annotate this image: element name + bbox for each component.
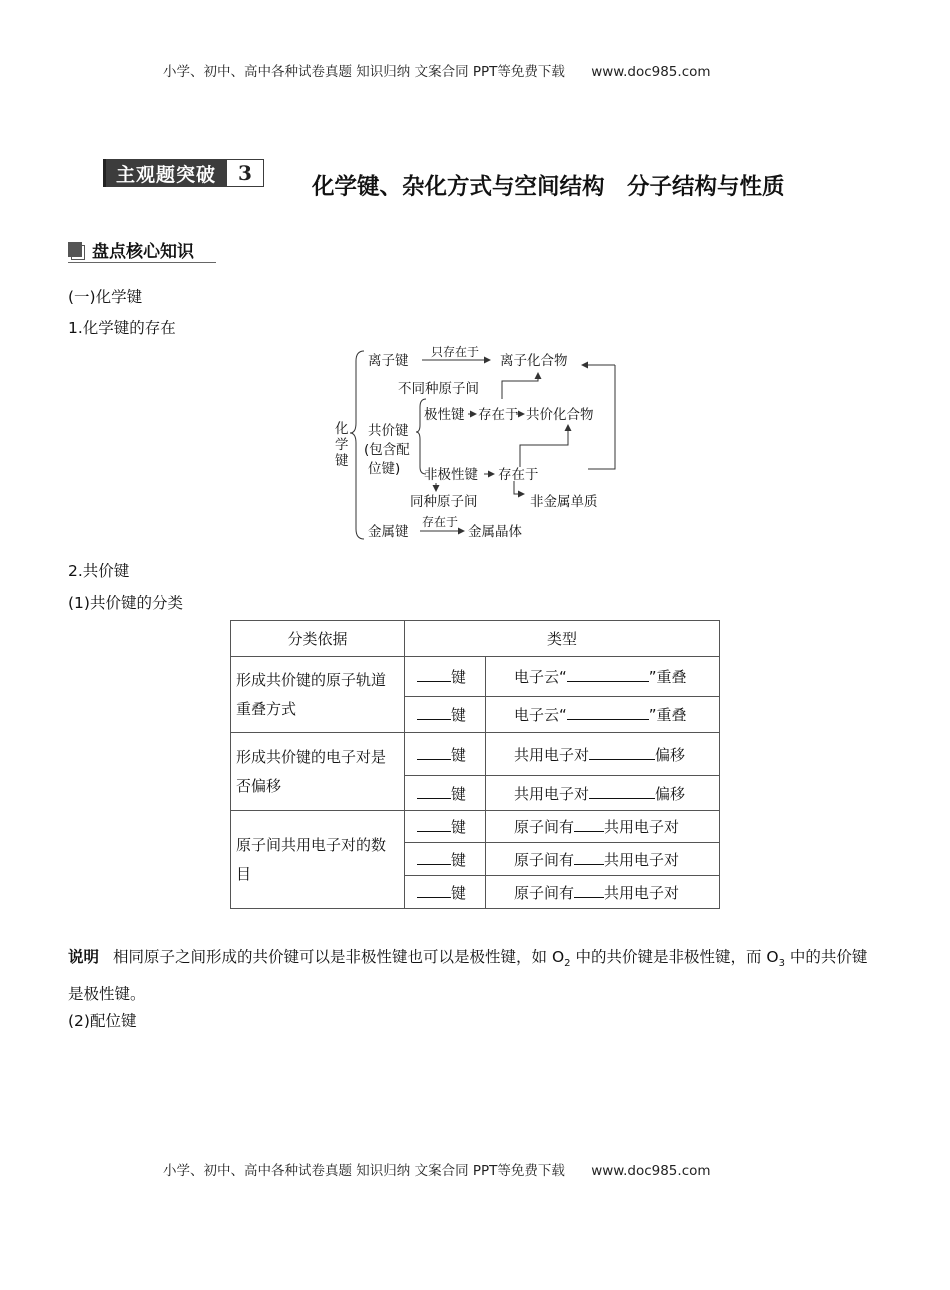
only-exists-in-label: 只存在于 [431, 345, 480, 359]
basis-pair-count: 原子间共用电子对的数目 [231, 811, 405, 909]
bond-existence-diagram [330, 343, 630, 543]
table-header-type: 类型 [405, 621, 720, 657]
bond-blank: 键 [405, 876, 486, 909]
metal-crystal-label: 金属晶体 [468, 524, 522, 540]
fill-blank [417, 784, 451, 799]
ionic-compound-label: 离子化合物 [500, 353, 568, 369]
fill-blank [574, 883, 604, 898]
topic-badge [103, 159, 283, 187]
root-char-3: 键 [335, 453, 349, 469]
ionic-bond-label: 离子键 [368, 353, 409, 369]
fill-blank [417, 883, 451, 898]
basis-shift: 形成共价键的电子对是否偏移 [231, 733, 405, 811]
diff-atoms-label: 不同种原子间 [398, 381, 479, 397]
exists-in-3-label: 存在于 [422, 515, 459, 529]
covalent-label-1: 共价键 [368, 423, 409, 439]
covalent-label-2: (包含配 [364, 442, 410, 458]
root-char-1: 化 [335, 421, 349, 437]
root-char-2: 学 [335, 437, 349, 453]
explanation-note: 说明 相同原子之间形成的共价键可以是非极性键也可以是极性键，如 $O_2$ 中的共价键是非极性键，而 $O_3$ 中的共价键是极性键。 [68, 948, 868, 1004]
fill-blank [574, 817, 604, 832]
page-title: 化学键、杂化方式与空间结构 分子结构与性质 [312, 174, 785, 200]
arrow-diff-atoms [502, 373, 538, 399]
bond-blank: 键 [405, 843, 486, 876]
covalent-classification-table [230, 620, 720, 909]
main-brace [350, 351, 364, 539]
page-header [163, 60, 711, 80]
exists-in-1-label: 存在于 [478, 407, 519, 423]
table-cell: 原子间有 共用电子对 [486, 876, 720, 909]
fill-blank [417, 705, 451, 720]
page-footer [163, 1159, 711, 1179]
bond-blank: 键 [405, 733, 486, 776]
basis-overlap: 形成共价键的原子轨道重叠方式 [231, 657, 405, 733]
arrow-to-covalent-compound [520, 425, 568, 467]
footer-text: 小学、初中、高中各种试卷真题 知识归纳 文案合同 PPT等免费下载 [163, 1163, 565, 1179]
footer-url[interactable]: www.doc985.com [591, 1163, 711, 1179]
fill-blank [589, 784, 655, 799]
bond-blank: 键 [405, 657, 486, 697]
metallic-bond-label: 金属键 [368, 524, 409, 540]
fill-blank [574, 850, 604, 865]
fill-blank [417, 817, 451, 832]
fill-blank [567, 705, 649, 720]
table-cell: 电子云“ ”重叠 [486, 697, 720, 733]
heading-coordinate-bond: (2)配位键 [68, 1012, 137, 1030]
same-atoms-label: 同种原子间 [410, 494, 478, 510]
table-cell: 原子间有 共用电子对 [486, 811, 720, 843]
fill-blank [417, 667, 451, 682]
heading-bond-existence: 1.化学键的存在 [68, 319, 176, 337]
table-cell: 原子间有 共用电子对 [486, 843, 720, 876]
badge-label: 主观题突破 [106, 159, 226, 187]
heading-covalent-bond: 2.共价键 [68, 562, 130, 580]
table-header-basis: 分类依据 [231, 621, 405, 657]
section-heading [68, 236, 216, 263]
bond-blank: 键 [405, 811, 486, 843]
heading-chemical-bond: (一)化学键 [68, 288, 143, 306]
fill-blank [589, 745, 655, 760]
badge-number: 3 [226, 159, 264, 187]
bond-blank: 键 [405, 776, 486, 811]
document-icon [68, 242, 82, 257]
fill-blank [417, 850, 451, 865]
table-cell: 电子云“ ”重叠 [486, 657, 720, 697]
header-text: 小学、初中、高中各种试卷真题 知识归纳 文案合同 PPT等免费下载 [163, 64, 565, 80]
fill-blank [567, 667, 649, 682]
nonmetal-element-label: 非金属单质 [530, 494, 598, 510]
covalent-label-3: 位键) [368, 461, 401, 477]
bond-blank: 键 [405, 697, 486, 733]
table-cell: 共用电子对 偏移 [486, 776, 720, 811]
fill-blank [417, 745, 451, 760]
note-label: 说明 [68, 948, 100, 966]
polar-bond-label: 极性键 [424, 407, 465, 423]
covalent-compound-label: 共价化合物 [526, 407, 594, 423]
table-cell: 共用电子对 偏移 [486, 733, 720, 776]
section-label: 盘点核心知识 [92, 241, 194, 262]
heading-covalent-classification: (1)共价键的分类 [68, 594, 183, 612]
exists-in-2-label: 存在于 [498, 467, 539, 483]
nonpolar-bond-label: 非极性键 [424, 467, 478, 483]
header-url[interactable]: www.doc985.com [591, 64, 711, 80]
